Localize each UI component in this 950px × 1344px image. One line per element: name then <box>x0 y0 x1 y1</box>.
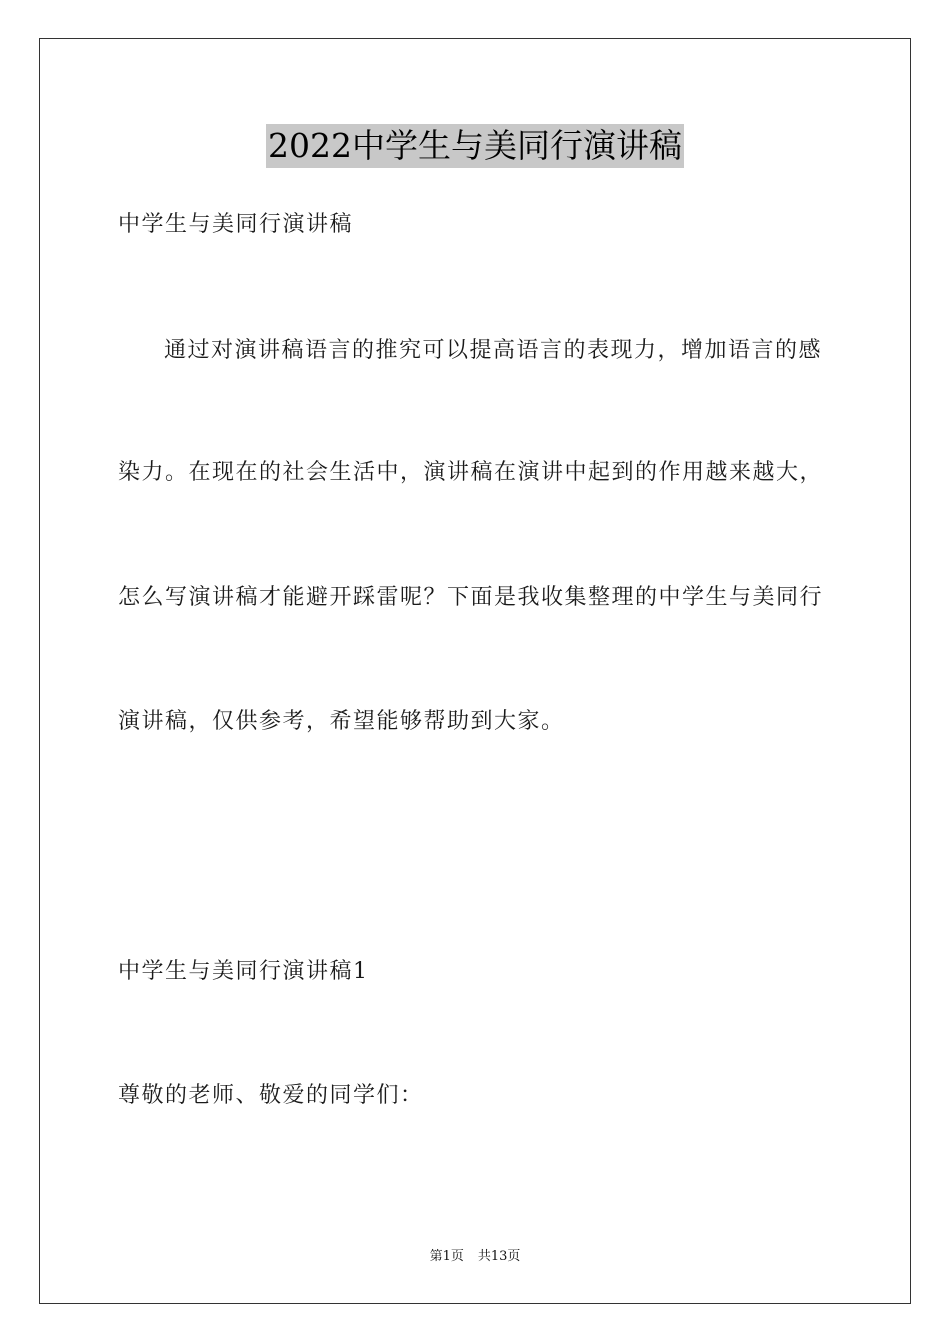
paragraph-line-3: 怎么写演讲稿才能避开踩雷呢？下面是我收集整理的中学生与美同行 <box>118 585 824 610</box>
page-total: 共13页 <box>477 1249 521 1264</box>
salutation-line: 尊敬的老师、敬爱的同学们： <box>118 1083 424 1108</box>
subtitle-line: 中学生与美同行演讲稿 <box>118 212 354 237</box>
section-heading: 中学生与美同行演讲稿1 <box>118 959 369 984</box>
page-footer <box>0 1248 950 1266</box>
paragraph-line-2: 染力。在现在的社会生活中，演讲稿在演讲中起到的作用越来越大， <box>118 460 824 485</box>
title-container <box>0 124 950 168</box>
document-title: 2022中学生与美同行演讲稿 <box>266 124 684 168</box>
paragraph-line-4: 演讲稿，仅供参考，希望能够帮助到大家。 <box>118 709 565 734</box>
paragraph-line-1: 通过对演讲稿语言的推究可以提高语言的表现力，增加语言的感 <box>164 338 823 363</box>
page-number: 第1页 <box>429 1249 464 1264</box>
